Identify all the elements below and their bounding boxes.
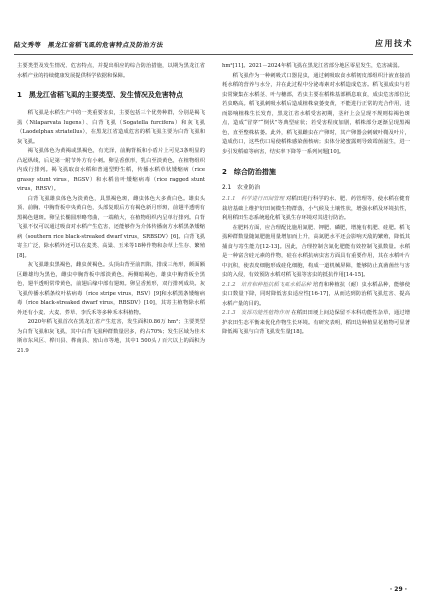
section-heading-1: 1 黑龙江省稻飞虱的主要类型、发生情况及危害特点 [17,91,183,99]
paragraph: 灰飞虱雄虫黑褐色，雌虫黄褐色。头顶由背至前凹陷，排成三角形，颜面额区雌雄均为黑色，雌虫中胸背板中部淡黄色，两侧暗褐色，雄虫中胸背板全黑色，翅半透明常带黄色，前翅后缘中部有翅斑。卵呈香蕉形，双行排列成块。灰飞虱传播水稻条纹叶枯病毒（rice stripe virus，RSV）[9]和水稻黑条矮缩病毒（rice black-streaked dwarf virus，RBSDV）[10]，其寄主植物除水稻外还有小麦、大麦、荞草、李氏禾等多种禾本科植物。 [17,262,205,316]
left-column [17,62,205,356]
paragraph: 稻飞虱是水稻生产中的一类重要害虫，主要包括三个优势种群，分别是褐飞虱（Nilaparvata lugens）、白背飞虱（Sogatella furcifera）和灰飞虱（Laodelphax striatellus），在黑龙江省造成危害的稻飞虱主要为白背飞虱和灰飞虱。 [17,110,205,145]
paragraph-intro-tail: 主要类型及发生情况、危害特点，并提出相应的综合防治措施，以期为黑龙江省水稻产业的持续健康发展提供科学依据和保障。 [17,63,205,79]
subsubsection-heading-2-1-2: 2.1.2 培育和种植抗稻飞虱水稻品种 [222,281,312,288]
subsection-heading-2-1: 2.1 农业防治 [222,185,261,191]
header-authors-title: 陆文秀等 黑龙江省稻飞虱的危害特点及防治方法 [13,41,164,49]
running-header [14,40,413,55]
subsubsection-heading-2-1-3: 2.1.3 发挥功能性植物作用 [222,310,290,316]
paragraph: 褐飞虱体色为黄褐或黑褐色，有光泽，前胸背板和小盾片上可见3条明显的凸起纵线，后足第一附节外方有小刺。卵呈香蕉形，乳白至淡黄色，在植物组织内成行排列。褐飞虱取食水稻和普通型野生稻，传播水稻草状矮缩病（rice grassy stunt virus，RGSV）和水稻齿叶矮缩病毒（rice ragged stunt virus，RRSV）。 [17,148,205,192]
paragraph-continued: hm²[11]。2021－2024年稻飞虱在黑龙江省部分地区零星发生，危害减弱。 [222,63,403,69]
paragraph: 在肥料方面，应合理配比施用氮肥、钾肥、磷肥，增施有机肥、硅肥。稻飞虱种群数量随氮肥施用量增加而上升，高氮肥水平还会影响天敌的繁殖，降低其捕食与寄生能力[12-13]。因此，合理控制含氮化肥能有效控制飞虱数量。水稻是一种富含硅元素的作物，硅在水稻抗病虫害方面具有重要作用，其在水稻叶片中沉积，使表皮细胞形成硅化细胞，构成一道机械屏障，能够防止真菌菌丝与害虫的入侵，有效预防水稻对稻飞虱等害虫的抵抗作用[14-15]。 [222,224,410,278]
right-column [222,62,410,338]
subsubsection-heading-2-1-1: 2.1.1 科学进行田间管理 [222,196,285,202]
header-section-label: 应用技术 [375,39,413,48]
section-heading-2: 2 综合防治措施 [222,168,276,176]
paragraph: 在稻田田埂上间边保留不本科功能性杂草，通过增护农田生态平衡来优化作物生长环境。有研究表明，稻田边种植显花植物可显著降低褐飞虱与白背飞虱发生量[18]。 [222,310,411,335]
paragraph: 对稻田进行科学的水、肥、药管理等，使水稻在健育栽培基础上维护好田间微生物群落，小气候及土壤性状，增强水稻及环境抗性，利用稻田生态系统遏化稻飞虱生存环境对其进行防治。 [222,196,410,221]
paragraph: 白背飞虱雄虫体色为淡黄色，具黑褐色斑，雌虫体色大多黄白色。雄虫头顶、前胸、中胸背板中央黄白色，头部复眼后方有褐色新月形斑，前翅半透明有黑褐色翅斑。卵呈长椭圆形略弯曲，一端稍大，在植物组织内呈单行排列。白背飞虱不仅可以通过吸食对水稻产生危害，还能够作为介体传播南方水稻黑条矮缩病（southern rice black-streaked dwarf virus，SRBSDV）[6]。白背飞虱寄主广泛，除水稻外还可以在麦类、高粱、玉米等18种作物和杂草上生存、繁殖[8]。 [17,195,205,259]
page-number: · 29 · [389,586,407,593]
paragraph: 培育和种植抗（耐）虫水稻品种，能够使虫口数量下降，同时降低害虫适应性[16-17]，从而达到防治稻飞虱危害、提高水稻产量的目的。 [222,281,410,307]
paragraph: 稻飞虱作为一种刺吸式口器昆虫，通过刺吸取食水稻韧皮部组织汁液直接消耗水稻的营养与水分，并在此过程中分泌毒素对水稻造成危害。稻飞虱成虫与若虫常聚集在水稻茎、叶与穗部，若虫主要在稻株基部栖息取食，成虫危害部位比若虫略高。稻飞虱刺吸水稻后造成植株衰萎变黄，不能进行正常的光合作用，进而影响植株生长发育，黑龙江省水稻受害初期，茎秆上会呈现不规则棕褐色斑点，造成“冒穿”“倒伏”等典型症状；若受害程度加剧，稻株部分逐渐呈现黑褐色，直至整株枯萎。此外，稻飞虱雌虫在产卵时，其产卵器会刺破叶鞘及叶片，造成伤口，这些伤口易使稻株感染菌核病；虫体分泌蜜露则导致霉菌滋生，进一步引发稻瘟等病害，结实率下降等一系列问题[10]。 [222,72,410,155]
paragraph: 2020年稻飞虱首次在黑龙江省产生危害，发生面积0.86万 hm²；主要类型为白背飞虱和灰飞虱，其中白背飞虱种群数量居多，约占70%；发生区域为佳木斯市东风区、桦川县、桦南县、密山市等地，其中1 500头 / 百穴以上的面积为21.9 [17,319,205,354]
